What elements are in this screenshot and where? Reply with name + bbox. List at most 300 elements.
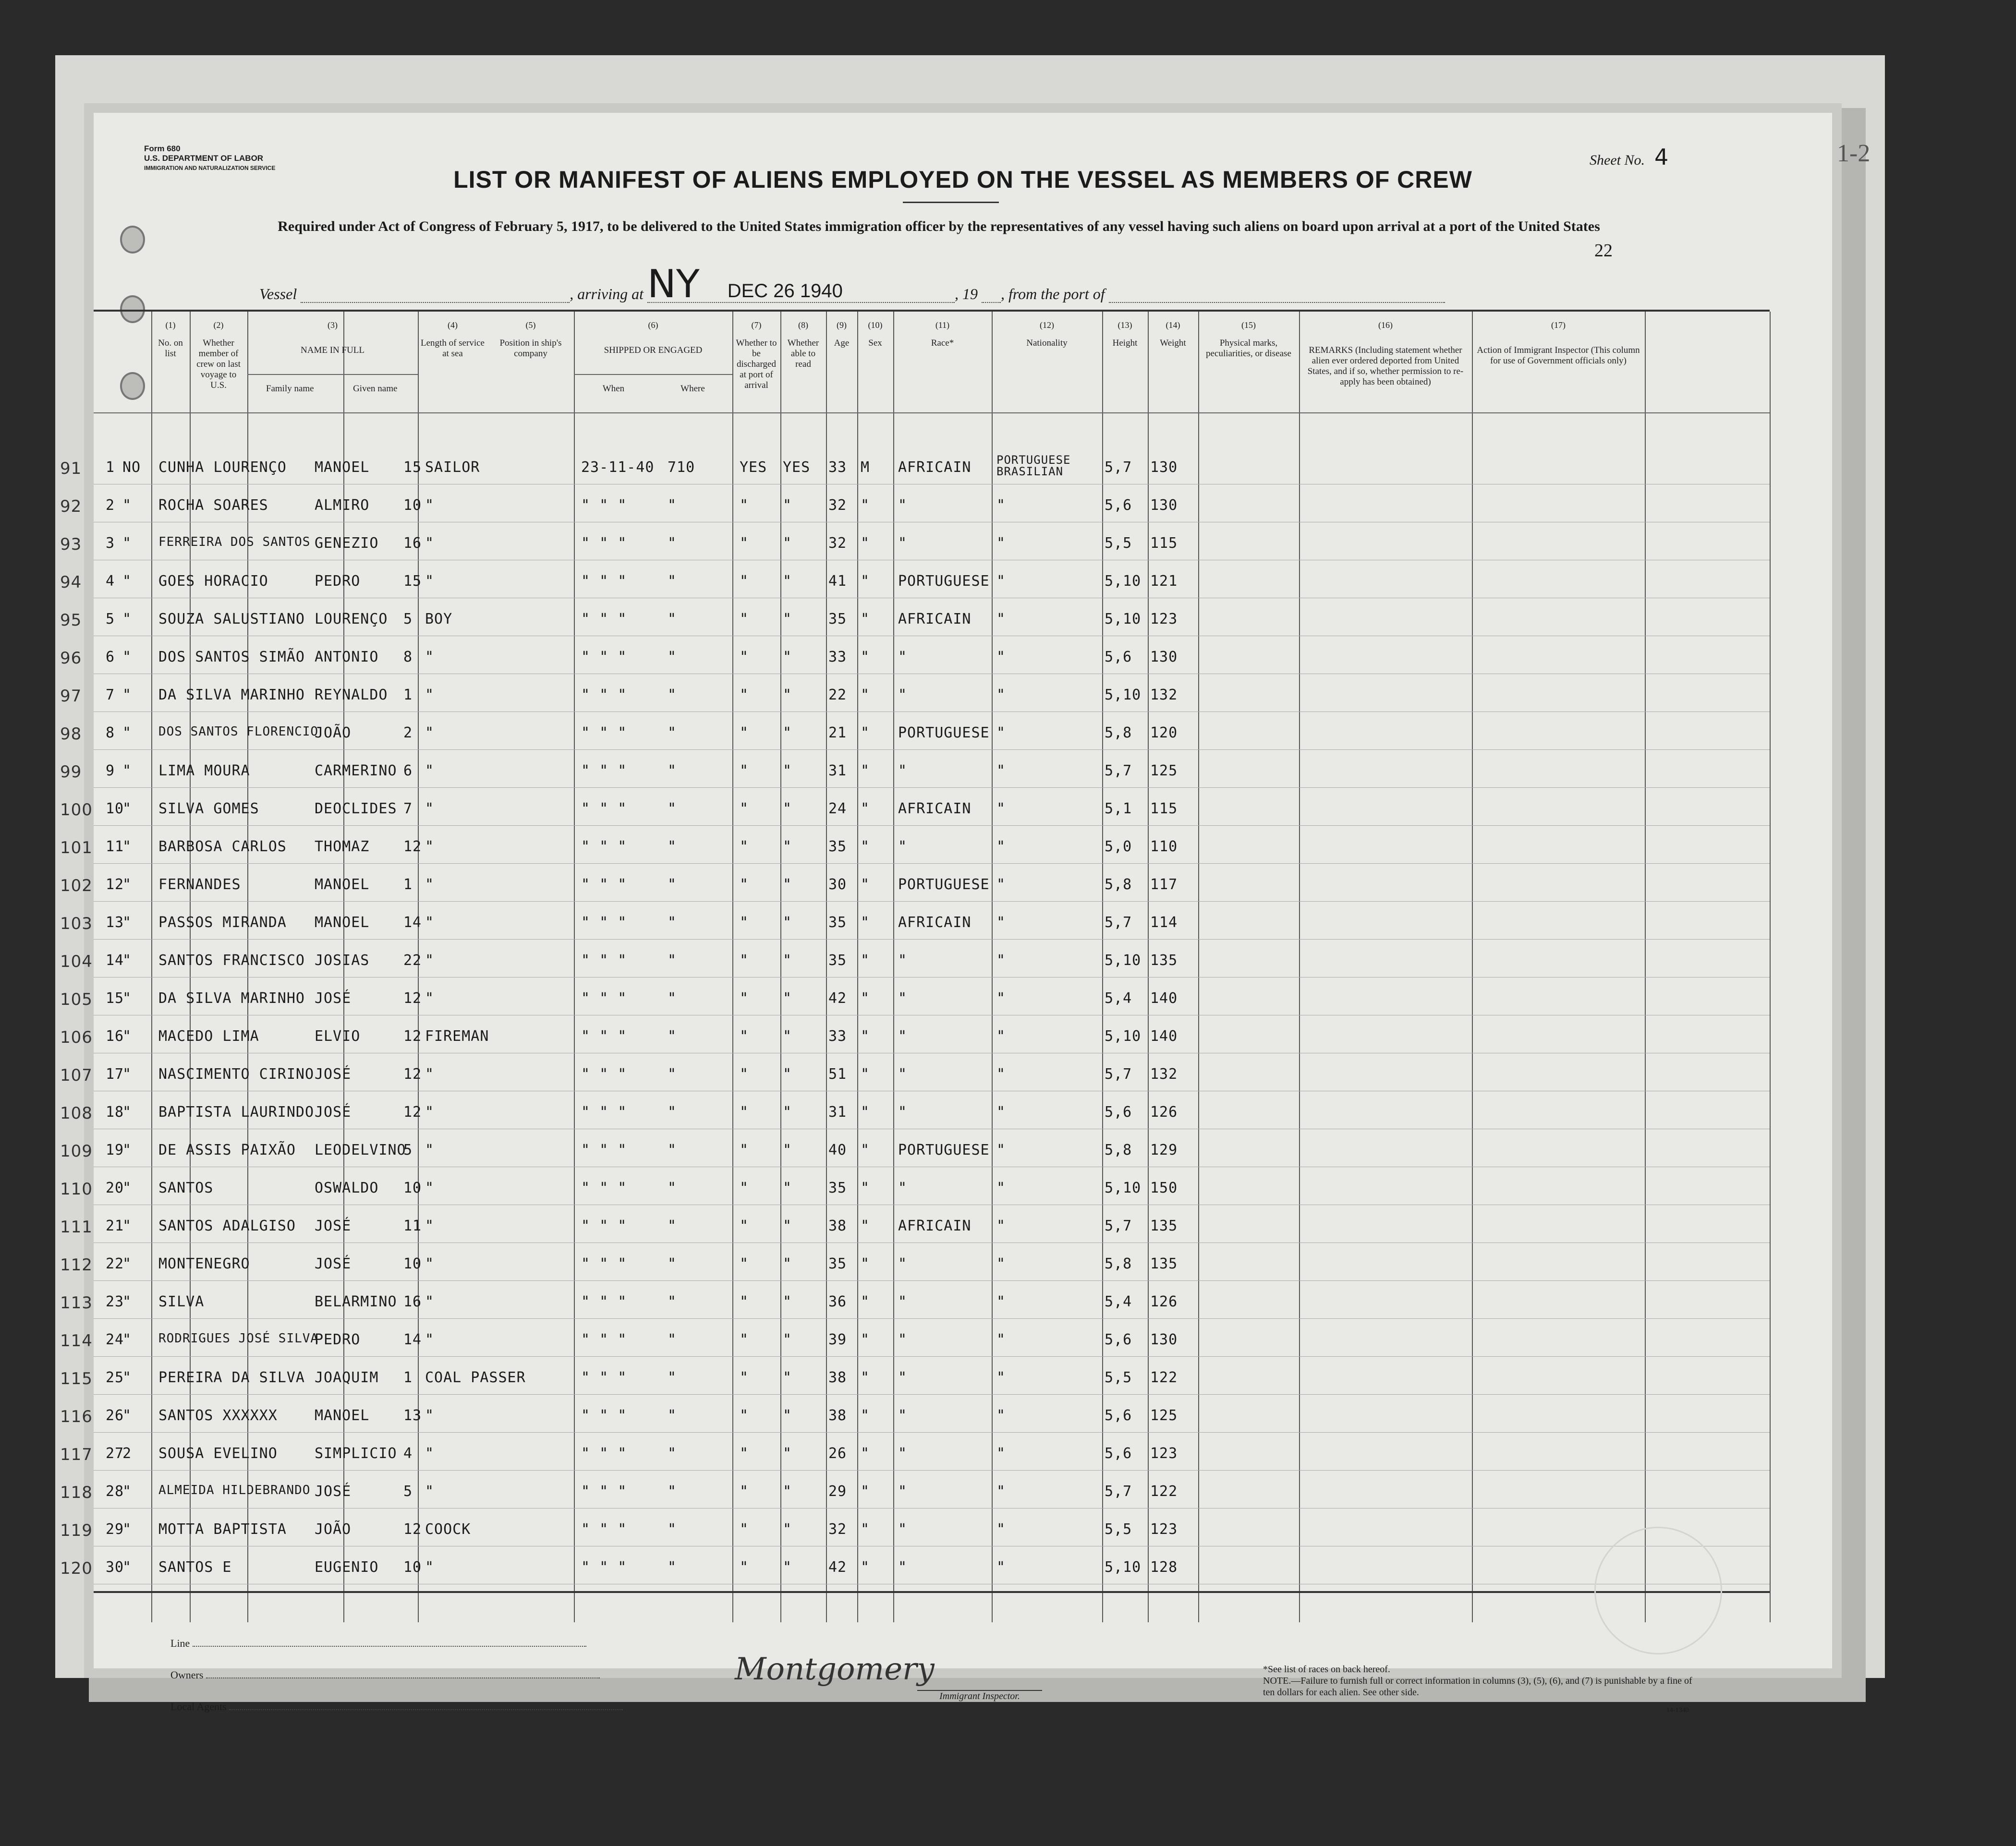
cell-service: 15 bbox=[403, 573, 422, 590]
cell-nationality: " bbox=[996, 1445, 1006, 1462]
cell-no: 23 bbox=[106, 1293, 124, 1310]
cell-race: " bbox=[898, 1255, 908, 1272]
cell-sex: " bbox=[861, 687, 870, 703]
cell-age: 24 bbox=[828, 800, 847, 817]
cell-nationality: " bbox=[996, 1255, 1006, 1272]
column-header: Whether member of crew on last voyage to U.S. bbox=[196, 338, 241, 390]
header-number: (4) bbox=[448, 320, 458, 330]
cell-when: " " " bbox=[581, 649, 627, 665]
cell-height: 5,0 bbox=[1105, 838, 1132, 855]
cell-read: " bbox=[783, 914, 792, 931]
table-row bbox=[60, 1207, 1770, 1243]
cell-when: " " " bbox=[581, 990, 627, 1007]
cell-sex: " bbox=[861, 1331, 870, 1348]
cell-discharge: " bbox=[740, 1559, 749, 1576]
cell-weight: 130 bbox=[1150, 497, 1178, 514]
cell-when: " " " bbox=[581, 1142, 627, 1158]
cell-discharge: " bbox=[740, 1445, 749, 1462]
cell-when: 23-11-40 bbox=[581, 459, 655, 476]
cell-age: 33 bbox=[828, 459, 847, 476]
cell-family: DE ASSIS PAIXÃO bbox=[158, 1142, 296, 1158]
cell-discharge: " bbox=[740, 1369, 749, 1386]
cell-position: COOCK bbox=[425, 1521, 471, 1538]
cell-discharge: " bbox=[740, 1180, 749, 1196]
cell-race: " bbox=[898, 1028, 908, 1045]
cell-line: 118 bbox=[60, 1483, 93, 1502]
cell-read: " bbox=[783, 649, 792, 665]
column-header: Weight bbox=[1160, 338, 1186, 348]
cell-age: 38 bbox=[828, 1218, 847, 1234]
cell-prev: " bbox=[122, 838, 132, 855]
cell-where: " bbox=[668, 1483, 677, 1500]
cell-where: " bbox=[668, 1369, 677, 1386]
cell-when: " " " bbox=[581, 1407, 627, 1424]
cell-race: " bbox=[898, 1066, 908, 1083]
cell-weight: 122 bbox=[1150, 1369, 1178, 1386]
cell-nationality: " bbox=[996, 876, 1006, 893]
cell-height: 5,10 bbox=[1105, 1559, 1142, 1576]
column-rule bbox=[1770, 312, 1771, 1622]
cell-family: ROCHA SOARES bbox=[158, 497, 268, 514]
cell-weight: 117 bbox=[1150, 876, 1178, 893]
cell-where: " bbox=[668, 800, 677, 817]
cell-line: 95 bbox=[60, 611, 82, 630]
cell-service: 14 bbox=[403, 1331, 422, 1348]
cell-position: " bbox=[425, 1255, 435, 1272]
table-row bbox=[60, 866, 1770, 902]
side-number: 22 bbox=[1594, 241, 1613, 261]
cell-when: " " " bbox=[581, 497, 627, 514]
column-header: Age bbox=[834, 338, 850, 348]
cell-height: 5,10 bbox=[1105, 687, 1142, 703]
cell-read: " bbox=[783, 1255, 792, 1272]
cell-line: 104 bbox=[60, 952, 93, 971]
cell-race: " bbox=[898, 1407, 908, 1424]
cell-height: 5,7 bbox=[1105, 1483, 1132, 1500]
form-service: IMMIGRATION AND NATURALIZATION SERVICE bbox=[144, 165, 276, 171]
cell-race: " bbox=[898, 990, 908, 1007]
cell-height: 5,8 bbox=[1105, 1255, 1132, 1272]
cell-no: 4 bbox=[106, 573, 115, 590]
cell-position: " bbox=[425, 952, 435, 969]
table-row bbox=[60, 1093, 1770, 1129]
cell-where: " bbox=[668, 952, 677, 969]
cell-weight: 123 bbox=[1150, 1445, 1178, 1462]
cell-read: " bbox=[783, 1445, 792, 1462]
cell-race: AFRICAIN bbox=[898, 1218, 972, 1234]
cell-where: " bbox=[668, 1521, 677, 1538]
cell-age: 35 bbox=[828, 1180, 847, 1196]
cell-line: 97 bbox=[60, 687, 82, 706]
cell-height: 5,7 bbox=[1105, 1218, 1132, 1234]
inspector-label: Immigrant Inspector. bbox=[917, 1690, 1042, 1702]
cell-sex: " bbox=[861, 611, 870, 627]
cell-given: ELVIO bbox=[315, 1028, 361, 1045]
cell-where: " bbox=[668, 649, 677, 665]
cell-no: 14 bbox=[106, 952, 124, 969]
cell-when: " " " bbox=[581, 1521, 627, 1538]
cell-weight: 140 bbox=[1150, 990, 1178, 1007]
cell-family: SANTOS ADALGISO bbox=[158, 1218, 296, 1234]
cell-nationality: " bbox=[996, 1142, 1006, 1158]
owners-field bbox=[206, 1677, 600, 1678]
cell-position: " bbox=[425, 497, 435, 514]
cell-read: " bbox=[783, 687, 792, 703]
cell-prev: " bbox=[122, 1559, 132, 1576]
cell-where: " bbox=[668, 1331, 677, 1348]
cell-prev: " bbox=[122, 876, 132, 893]
cell-read: " bbox=[783, 1369, 792, 1386]
cell-no: 16 bbox=[106, 1028, 124, 1045]
cell-weight: 115 bbox=[1150, 535, 1178, 552]
cell-line: 103 bbox=[60, 914, 93, 933]
column-header: Sex bbox=[868, 338, 882, 348]
cell-given: BELARMINO bbox=[315, 1293, 397, 1310]
header-number: (9) bbox=[837, 320, 847, 330]
cell-race: " bbox=[898, 762, 908, 779]
cell-age: 35 bbox=[828, 914, 847, 931]
cell-line: 108 bbox=[60, 1104, 93, 1123]
cell-nationality: " bbox=[996, 990, 1006, 1007]
cell-line: 116 bbox=[60, 1407, 93, 1426]
cell-sex: " bbox=[861, 800, 870, 817]
cell-weight: 140 bbox=[1150, 1028, 1178, 1045]
cell-weight: 126 bbox=[1150, 1293, 1178, 1310]
cell-read: " bbox=[783, 952, 792, 969]
cell-read: " bbox=[783, 838, 792, 855]
cell-age: 40 bbox=[828, 1142, 847, 1158]
cell-discharge: " bbox=[740, 687, 749, 703]
cell-service: 10 bbox=[403, 1255, 422, 1272]
cell-service: 10 bbox=[403, 497, 422, 514]
cell-position: " bbox=[425, 535, 435, 552]
cell-race: " bbox=[898, 649, 908, 665]
cell-age: 32 bbox=[828, 535, 847, 552]
cell-sex: " bbox=[861, 724, 870, 741]
cell-weight: 123 bbox=[1150, 1521, 1178, 1538]
header-number: (16) bbox=[1378, 320, 1393, 330]
cell-no: 22 bbox=[106, 1255, 124, 1272]
cell-family: BAPTISTA LAURINDO bbox=[158, 1104, 315, 1121]
cell-line: 107 bbox=[60, 1066, 93, 1085]
cell-no: 11 bbox=[106, 838, 124, 855]
cell-line: 119 bbox=[60, 1521, 93, 1540]
cell-discharge: " bbox=[740, 1066, 749, 1083]
cell-service: 10 bbox=[403, 1180, 422, 1196]
cell-height: 5,10 bbox=[1105, 611, 1142, 627]
cell-no: 26 bbox=[106, 1407, 124, 1424]
cell-nationality: " bbox=[996, 1218, 1006, 1234]
cell-weight: 150 bbox=[1150, 1180, 1178, 1196]
cell-family: CUNHA LOURENÇO bbox=[158, 459, 287, 476]
cell-line: 109 bbox=[60, 1142, 93, 1161]
cell-service: 4 bbox=[403, 1445, 413, 1462]
cell-race: " bbox=[898, 1559, 908, 1576]
table-row bbox=[60, 790, 1770, 826]
cell-discharge: " bbox=[740, 497, 749, 514]
cell-service: 7 bbox=[403, 800, 413, 817]
cell-no: 15 bbox=[106, 990, 124, 1007]
cell-read: " bbox=[783, 1521, 792, 1538]
cell-read: " bbox=[783, 535, 792, 552]
cell-when: " " " bbox=[581, 1331, 627, 1348]
cell-sex: " bbox=[861, 649, 870, 665]
agents-field bbox=[229, 1709, 623, 1710]
table-row bbox=[60, 1017, 1770, 1053]
cell-age: 38 bbox=[828, 1407, 847, 1424]
cell-age: 51 bbox=[828, 1066, 847, 1083]
cell-no: 7 bbox=[106, 687, 115, 703]
cell-race: " bbox=[898, 1521, 908, 1538]
cell-age: 36 bbox=[828, 1293, 847, 1310]
cell-age: 33 bbox=[828, 649, 847, 665]
cell-position: " bbox=[425, 1218, 435, 1234]
cell-no: 2 bbox=[106, 497, 115, 514]
cell-given: JOSÉ bbox=[315, 1255, 352, 1272]
cell-race: " bbox=[898, 1104, 908, 1121]
cell-prev: " bbox=[122, 1521, 132, 1538]
header-number: (12) bbox=[1040, 320, 1054, 330]
cell-given: THOMAZ bbox=[315, 838, 370, 855]
cell-height: 5,7 bbox=[1105, 459, 1132, 476]
table-row bbox=[60, 1283, 1770, 1319]
column-subheader: Family name bbox=[266, 384, 314, 394]
cell-sex: " bbox=[861, 876, 870, 893]
cell-read: " bbox=[783, 762, 792, 779]
cell-position: " bbox=[425, 1407, 435, 1424]
line-field bbox=[193, 1646, 586, 1647]
cell-given: LOURENÇO bbox=[315, 611, 388, 627]
cell-prev: " bbox=[122, 1028, 132, 1045]
cell-family: MOTTA BAPTISTA bbox=[158, 1521, 287, 1538]
cell-weight: 132 bbox=[1150, 1066, 1178, 1083]
cell-when: " " " bbox=[581, 611, 627, 627]
cell-family: RODRIGUES JOSÉ SILVA bbox=[158, 1331, 319, 1346]
cell-where: " bbox=[668, 1407, 677, 1424]
cell-service: 16 bbox=[403, 535, 422, 552]
cell-nationality: " bbox=[996, 914, 1006, 931]
cell-read: " bbox=[783, 1407, 792, 1424]
cell-weight: 115 bbox=[1150, 800, 1178, 817]
table-row bbox=[60, 828, 1770, 864]
cell-nationality: PORTUGUESE BRASILIAN bbox=[996, 453, 1071, 478]
cell-when: " " " bbox=[581, 1066, 627, 1083]
cell-sex: " bbox=[861, 1445, 870, 1462]
cell-given: JOAQUIM bbox=[315, 1369, 379, 1386]
cell-age: 32 bbox=[828, 1521, 847, 1538]
cell-weight: 129 bbox=[1150, 1142, 1178, 1158]
cell-line: 94 bbox=[60, 573, 82, 592]
subheader-rule bbox=[574, 374, 732, 375]
column-subheader: When bbox=[602, 384, 625, 394]
cell-given: JOÃO bbox=[315, 1521, 352, 1538]
column-header: NAME IN FULL bbox=[301, 345, 364, 355]
cell-prev: 2 bbox=[122, 1445, 132, 1462]
header-number: (14) bbox=[1166, 320, 1180, 330]
cell-height: 5,6 bbox=[1105, 1445, 1132, 1462]
cell-sex: " bbox=[861, 1028, 870, 1045]
cell-weight: 121 bbox=[1150, 573, 1178, 590]
cell-height: 5,8 bbox=[1105, 876, 1132, 893]
cell-age: 42 bbox=[828, 990, 847, 1007]
cell-discharge: YES bbox=[740, 459, 767, 476]
cell-discharge: " bbox=[740, 1028, 749, 1045]
cell-race: " bbox=[898, 838, 908, 855]
cell-no: 9 bbox=[106, 762, 115, 779]
cell-nationality: " bbox=[996, 1293, 1006, 1310]
cell-nationality: " bbox=[996, 1028, 1006, 1045]
cell-line: 113 bbox=[60, 1293, 93, 1313]
column-header: SHIPPED OR ENGAGED bbox=[604, 345, 703, 355]
cell-weight: 130 bbox=[1150, 649, 1178, 665]
cell-nationality: " bbox=[996, 1104, 1006, 1121]
cell-race: AFRICAIN bbox=[898, 611, 972, 627]
date-stamp: DEC 26 1940 bbox=[727, 280, 843, 302]
cell-given: OSWALDO bbox=[315, 1180, 379, 1196]
cell-prev: " bbox=[122, 573, 132, 590]
cell-weight: 114 bbox=[1150, 914, 1178, 931]
cell-given: JOÃO bbox=[315, 724, 352, 741]
cell-position: " bbox=[425, 573, 435, 590]
table-row bbox=[60, 714, 1770, 750]
cell-age: 42 bbox=[828, 1559, 847, 1576]
cell-height: 5,10 bbox=[1105, 1028, 1142, 1045]
subheader-rule bbox=[247, 374, 418, 375]
cell-read: " bbox=[783, 497, 792, 514]
table-row bbox=[60, 1548, 1770, 1584]
cell-position: " bbox=[425, 762, 435, 779]
cell-sex: " bbox=[861, 1066, 870, 1083]
cell-given: JOSÉ bbox=[315, 990, 352, 1007]
cell-prev: " bbox=[122, 1255, 132, 1272]
cell-service: 15 bbox=[403, 459, 422, 476]
cell-prev: " bbox=[122, 497, 132, 514]
cell-sex: " bbox=[861, 1104, 870, 1121]
cell-sex: " bbox=[861, 1180, 870, 1196]
cell-given: GENEZIO bbox=[315, 535, 379, 552]
cell-discharge: " bbox=[740, 611, 749, 627]
cell-where: " bbox=[668, 990, 677, 1007]
cell-nationality: " bbox=[996, 838, 1006, 855]
cell-sex: M bbox=[861, 459, 870, 476]
cell-age: 35 bbox=[828, 611, 847, 627]
cell-family: SANTOS FRANCISCO bbox=[158, 952, 305, 969]
cell-where: " bbox=[668, 1180, 677, 1196]
cell-height: 5,5 bbox=[1105, 535, 1132, 552]
cell-line: 105 bbox=[60, 990, 93, 1009]
cell-race: PORTUGUESE bbox=[898, 573, 990, 590]
header-number: (17) bbox=[1551, 320, 1566, 330]
cell-where: " bbox=[668, 1293, 677, 1310]
cell-no: 12 bbox=[106, 876, 124, 893]
header-number: (6) bbox=[648, 320, 658, 330]
cell-where: " bbox=[668, 1142, 677, 1158]
cell-service: 1 bbox=[403, 687, 413, 703]
cell-read: " bbox=[783, 573, 792, 590]
cell-service: 6 bbox=[403, 762, 413, 779]
arriving-field bbox=[647, 262, 955, 306]
cell-height: 5,5 bbox=[1105, 1521, 1132, 1538]
cell-race: " bbox=[898, 1331, 908, 1348]
column-header: Nationality bbox=[1026, 338, 1068, 348]
cell-family: SILVA bbox=[158, 1293, 205, 1310]
line-label: Line bbox=[170, 1637, 190, 1649]
cell-discharge: " bbox=[740, 876, 749, 893]
column-subheader: Given name bbox=[353, 384, 398, 394]
cell-line: 98 bbox=[60, 724, 82, 744]
table-row bbox=[60, 1472, 1770, 1508]
cell-nationality: " bbox=[996, 573, 1006, 590]
cell-prev: " bbox=[122, 1331, 132, 1348]
header-number: (5) bbox=[525, 320, 536, 330]
cell-when: " " " bbox=[581, 914, 627, 931]
form-code: 14-1340 bbox=[1666, 1707, 1689, 1714]
cell-position: " bbox=[425, 1483, 435, 1500]
year-field bbox=[982, 302, 1001, 303]
agents-label: Local Agents bbox=[170, 1701, 227, 1713]
form-dept: U.S. DEPARTMENT OF LABOR bbox=[144, 154, 264, 163]
cell-read: " bbox=[783, 1028, 792, 1045]
cell-nationality: " bbox=[996, 497, 1006, 514]
cell-when: " " " bbox=[581, 1483, 627, 1500]
cell-age: 41 bbox=[828, 573, 847, 590]
cell-read: " bbox=[783, 1218, 792, 1234]
cell-service: 5 bbox=[403, 611, 413, 627]
cell-family: GOES HORACIO bbox=[158, 573, 268, 590]
cell-where: " bbox=[668, 1218, 677, 1234]
title-rule bbox=[903, 202, 999, 203]
cell-family: FERNANDES bbox=[158, 876, 241, 893]
table-row bbox=[60, 1359, 1770, 1395]
table-bottom-rule bbox=[94, 1591, 1770, 1593]
cell-height: 5,7 bbox=[1105, 1066, 1132, 1083]
cell-when: " " " bbox=[581, 1104, 627, 1121]
table-row bbox=[60, 1510, 1770, 1546]
cell-when: " " " bbox=[581, 1445, 627, 1462]
column-header: Whether to be discharged at port of arrival bbox=[736, 338, 777, 390]
cell-given: PEDRO bbox=[315, 1331, 361, 1348]
cell-discharge: " bbox=[740, 952, 749, 969]
cell-given: MANOEL bbox=[315, 914, 370, 931]
cell-prev: " bbox=[122, 800, 132, 817]
cell-race: AFRICAIN bbox=[898, 800, 972, 817]
table-row bbox=[60, 1131, 1770, 1167]
cell-no: 19 bbox=[106, 1142, 124, 1158]
cell-family: DA SILVA MARINHO bbox=[158, 687, 305, 703]
cell-discharge: " bbox=[740, 1218, 749, 1234]
cell-where: " bbox=[668, 914, 677, 931]
cell-weight: 123 bbox=[1150, 611, 1178, 627]
table-row bbox=[60, 486, 1770, 522]
cell-height: 5,6 bbox=[1105, 1331, 1132, 1348]
cell-sex: " bbox=[861, 838, 870, 855]
cell-no: 10 bbox=[106, 800, 124, 817]
cell-where: " bbox=[668, 573, 677, 590]
cell-height: 5,6 bbox=[1105, 1407, 1132, 1424]
cell-when: " " " bbox=[581, 838, 627, 855]
cell-nationality: " bbox=[996, 649, 1006, 665]
cell-read: " bbox=[783, 1559, 792, 1576]
cell-nationality: " bbox=[996, 1180, 1006, 1196]
cell-given: JOSÉ bbox=[315, 1104, 352, 1121]
header-number: (15) bbox=[1241, 320, 1256, 330]
cell-when: " " " bbox=[581, 687, 627, 703]
cell-position: " bbox=[425, 1142, 435, 1158]
cell-race: PORTUGUESE bbox=[898, 724, 990, 741]
cell-service: 12 bbox=[403, 838, 422, 855]
cell-service: 11 bbox=[403, 1218, 422, 1234]
inspector-signature: Montgomery bbox=[735, 1652, 935, 1687]
